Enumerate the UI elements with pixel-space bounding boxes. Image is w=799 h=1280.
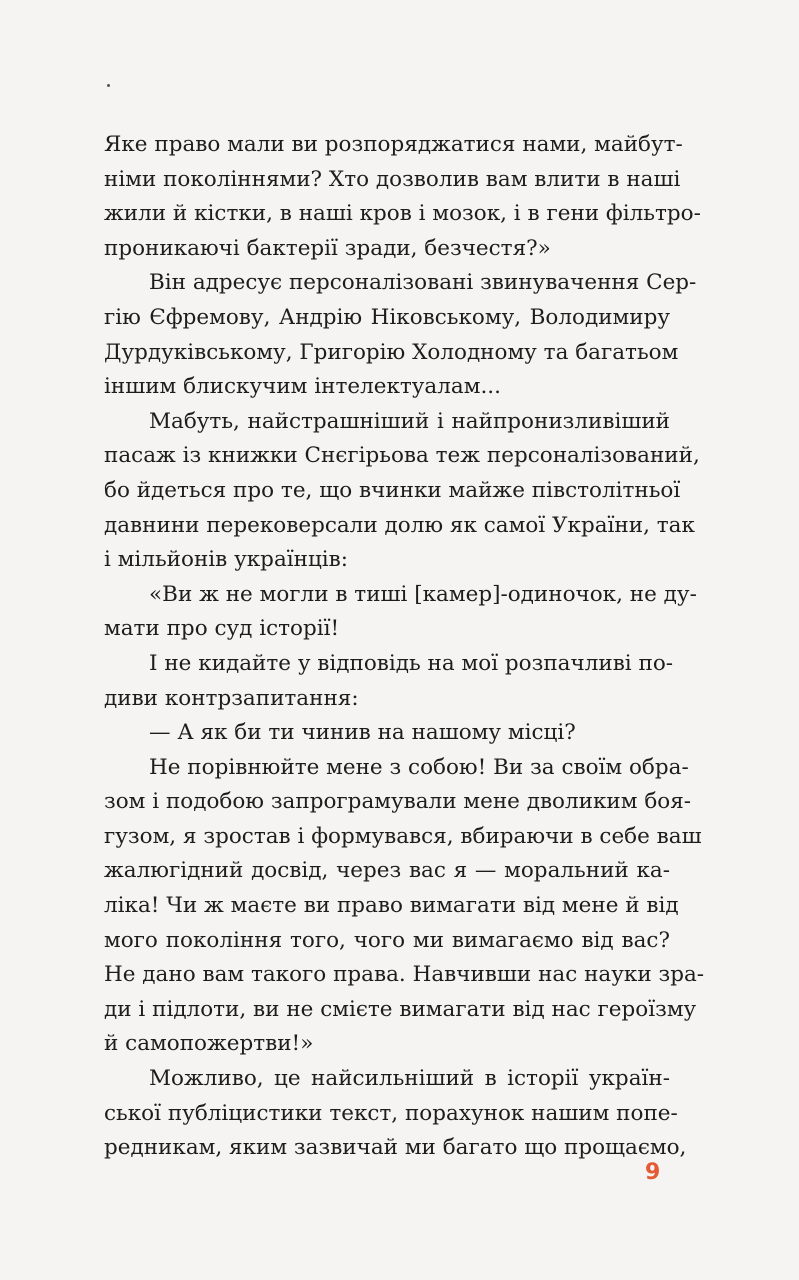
body-text — [104, 128, 705, 1166]
text-line: ди і підлоти, ви не смієте вимагати від нас героїзму — [104, 996, 697, 1022]
text-line: проникаючі бактерії зради, безчестя?» — [104, 235, 551, 261]
text-line: Яке право мали ви розпоряджатися нами, майбут- — [104, 132, 683, 157]
text-line: Не порівнюйте мене з собою! Ви за своїм обра- — [149, 754, 689, 780]
page-mark — [107, 84, 110, 87]
text-line: Можливо, це найсильніший в історії україн- — [149, 1066, 670, 1092]
text-line: — А як би ти чинив на нашому місці? — [149, 720, 576, 746]
text-line: Не дано вам такого права. Навчивши нас науки зра- — [104, 962, 705, 988]
text-line: гію Єфремову, Андрію Ніковському, Володимиру — [104, 304, 670, 330]
text-line: гузом, я зростав і формувався, вбираючи в себе ваш — [104, 823, 702, 849]
text-line: Дурдуківському, Григорію Холодному та багатьом — [104, 339, 679, 365]
text-line: жили й кістки, в наші кров і мозок, і в гени фільтро- — [104, 201, 701, 227]
text-line: німи поколіннями? Хто дозволив вам влити в наші — [104, 166, 681, 192]
text-line: мати про суд історії! — [104, 616, 340, 642]
text-line: диви контрзапитання: — [104, 685, 359, 711]
text-line: зом і подобою запрограмували мене дволиким боя- — [104, 789, 692, 815]
text-line: ської публіцистики текст, порахунок нашим попе- — [104, 1100, 678, 1126]
text-line: «Ви ж не могли в тиші [камер]-одиночок, не ду- — [149, 581, 697, 607]
text-line: й самопожертви!» — [104, 1031, 314, 1057]
page-number: 9 — [645, 1160, 661, 1185]
text-line: іншим блискучим інтелектуалам... — [104, 374, 501, 400]
text-line: давнини перековерсали долю як самої України, так — [104, 512, 695, 538]
text-line: пасаж із книжки Снєгірьова теж персоналізований, — [104, 443, 700, 469]
text-line: І не кидайте у відповідь на мої розпачливі по- — [149, 650, 674, 676]
text-line: Він адресує персоналізовані звинувачення Сер- — [149, 270, 697, 296]
text-line: і мільйонів українців: — [104, 547, 349, 573]
text-line: жалюгідний досвід, через вас я — моральний ка- — [104, 858, 670, 884]
text-line: ліка! Чи ж маєте ви право вимагати від мене й від — [104, 893, 679, 919]
text-line: Мабуть, найстрашніший і найпронизливіший — [149, 408, 670, 434]
text-line: редникам, яким зазвичай ми багато що прощаємо, — [104, 1135, 687, 1161]
text-line: мого покоління того, чого ми вимагаємо від вас? — [104, 927, 670, 953]
text-line: бо йдеться про те, що вчинки майже півстолітньої — [104, 477, 681, 503]
